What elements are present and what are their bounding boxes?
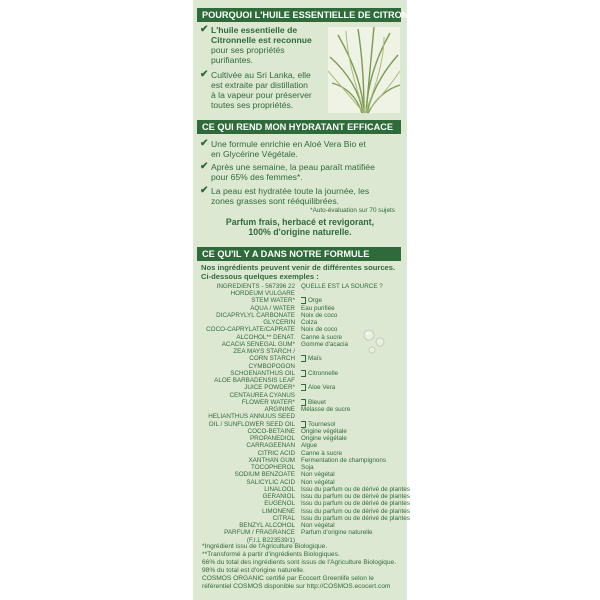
- ingredient-source-text: Origine végétale: [301, 427, 347, 435]
- ingredient-source: [301, 312, 337, 319]
- ingredient-source: [301, 508, 410, 515]
- ingredient-name: OIL / SUNFLOWER SEED OIL: [208, 420, 295, 428]
- check-icon: ✔: [200, 161, 209, 172]
- ingredient-name: BENZYL ALCOHOL: [239, 522, 295, 529]
- ingredient-name: SODIUM BENZOATE: [234, 471, 295, 479]
- ingredient-name: GLYCERIN: [263, 319, 295, 326]
- ingredient-name: CENTAUREA CYANUS: [229, 391, 295, 399]
- ingredient-source-text: Non végétal: [301, 522, 335, 529]
- section-heading-formule: CE QU'IL Y A DANS NOTRE FORMULE: [197, 247, 401, 261]
- ingredient-source-text: Issu du parfum ou de dérivé de plantes: [301, 507, 410, 515]
- ingredient-name: CITRAL: [272, 514, 295, 522]
- ingredient-name: HELIANTHUS ANNUUS SEED: [208, 413, 295, 421]
- ingredient-source-text: Canne à sucre: [301, 333, 342, 341]
- bullet-peau-hydratee: ✔ La peau est hydratée toute la journée, les zones grasses sont rééquilibrées.: [200, 185, 370, 206]
- bracket-icon: [301, 384, 306, 391]
- bracket-icon: [301, 421, 306, 428]
- water-drops-icon: [361, 326, 387, 356]
- ingredient-name: PARFUM / FRAGRANCE: [224, 529, 295, 537]
- bracket-icon: [301, 297, 306, 304]
- ingredient-name: (F.I.L B223539/1): [246, 536, 295, 544]
- ingredient-source: [301, 457, 386, 464]
- section-heading-citronnelle: POURQUOI L'HUILE ESSENTIELLE DE CITRONNELLE: [197, 8, 401, 22]
- ingredient-name: COCO-BETAINE: [247, 427, 295, 435]
- ingredient-name: AQUA / WATER: [250, 304, 295, 312]
- ingredient-source: [301, 486, 410, 493]
- ingredient-name: CORN STARCH: [249, 355, 295, 363]
- ingredient-source: [301, 399, 326, 406]
- bullet-peau-matifiee: ✔ Après une semaine, la peau paraît matifiée pour 65% des femmes*.: [200, 161, 375, 182]
- ingredient-source: [301, 464, 314, 471]
- bullet-citronnelle-purifiante: ✔ L'huile essentielle de Citronnelle est reconnue pour ses propriétés purifiantes.: [200, 24, 312, 65]
- ingredient-source-text: Noix de coco: [301, 311, 338, 319]
- ingredient-name: SALICYLIC ACID: [246, 478, 295, 486]
- lemongrass-photo: [328, 27, 400, 113]
- check-icon: ✔: [200, 138, 209, 149]
- ingredient-source: [301, 334, 342, 341]
- ingredient-name: CITRIC ACID: [257, 449, 295, 457]
- ingredient-source-text: Aloe Vera: [308, 384, 336, 392]
- ingredient-name: JUICE POWDER*: [244, 384, 295, 392]
- ingredient-source-text: Issu du parfum ou de dérivé de plantes: [301, 493, 410, 500]
- ingredient-source: [301, 435, 347, 442]
- ingredient-source-text: Issu du parfum ou de dérivé de plantes: [301, 514, 410, 522]
- ingredient-source-text: Orge: [308, 297, 322, 305]
- ingredient-source: [301, 305, 335, 312]
- ingredient-source-text: Parfum d'origine naturelle: [301, 529, 373, 537]
- ingredient-name: ALOE BARBADENSIS LEAF: [214, 377, 295, 384]
- ingredient-source: [301, 297, 322, 304]
- ingredient-name: CARRAGEENAN: [246, 442, 295, 450]
- ingredient-source: [301, 500, 410, 507]
- ingredient-source-text: Issu du parfum ou de dérivé de plantes: [301, 485, 410, 493]
- ingredient-source-text: Tournesol: [308, 420, 336, 428]
- auto-evaluation-footnote: *Auto-évaluation sur 70 sujets: [310, 207, 395, 214]
- ingredient-source: [301, 406, 350, 413]
- check-icon: ✔: [200, 69, 209, 80]
- ingredient-source-text: Gomme d'acacia: [301, 340, 349, 348]
- ingredient-source: [301, 370, 338, 377]
- ingredient-source-text: Canne à sucre: [301, 449, 342, 457]
- ingredient-source: [301, 515, 410, 522]
- ingredient-source-text: Non végétal: [301, 478, 335, 486]
- ingredient-source-text: Soja: [301, 464, 314, 471]
- ingredient-source: [301, 326, 337, 333]
- ingredient-source: [301, 479, 335, 486]
- ingredient-name: ARGININE: [264, 406, 295, 413]
- ingredient-name: PROPANEDIOL: [249, 435, 295, 442]
- product-label-panel: POURQUOI L'HUILE ESSENTIELLE DE CITRONNELLE ✔ L'huile essentielle de Citronnelle est reconnue pour ses propriétés purifiantes. ✔ Cultivée au Sri Lanka, elle est extraite par distillation à la vapeur pour préserver toutes ses propriétés. CE QUI REND MON HYDRATANT EFFICACE ✔ Une formule enrichie en Aloé Vera Bio et en Glycérine Végétale. ✔ Après une semaine, la peau paraît matifiée pour 65% des femmes*. ✔ La peau est hydratée toute la journée, les zones grasses sont rééquilibrées. *Auto-évaluation sur 70 sujets Parfum frais, herbacé et revigorant, 100% d'origine naturelle. CE QU'IL Y A DANS NOTRE FORMULE Nos ingrédients peuvent venir de différentes sources. Ci-dessous quelques exemples : INGREDIENTS - 567396 22 QUELLE EST LA SOURCE ? HORDEUM VULGARE STEM WATER* Orge AQUA / WATER Eau purifiée DICAPRYLYL CARBONATE Noix de coco GLYCERIN Colza COCO-CAPRYLATE/CAPRATE Noix de coco ALCOHOL** DENAT. Canne à sucre ACACIA SENEGAL GUM* Gomme d'acacia ZEA MAYS STARCH / CORN STARCH Maïs CYMBOPOGON SCHOENANTHUS OIL Citronnelle ALOE BARBADENSIS LEAF JUICE POWDER* Aloe Vera CENTAUREA CYANUS FLOWER WATER* Bleuet ARGININE Mélasse de sucre HELIANTHUS ANNUUS SEED OIL / SUNFLOWER SEED OIL Tournesol COCO-BETAINE Origine végétale PROPANEDIOL Origine végétale CARRAGEENAN Algue CITRIC ACID Canne à sucre XANTHAN GUM Fermentation de champignons TOCOPHEROL Soja SODIUM BENZOATE Non végétal SALICYLIC ACID Non végétal LINALOOL Issu du parfum ou de dérivé de plantes GERANIOL Issu du parfum ou de dérivé de plantes EUGENOL Issu du parfum ou de dérivé de plantes LIMONENE Issu du parfum ou de dérivé de plantes CITRAL Issu du parfum ou de dérivé de plantes BENZYL ALCOHOL Non végétal PARFUM / FRAGRANCE Parfum d'origine naturelle (F.I.L B223539/1) *Ingrédient issu de l'Agriculture Biologique. **Transformé à partir d'ingrédients Biologiques. 66% du total des ingrédients sont issus de l'Agriculture Biologique. 98% du total est d'origine naturelle. COSMOS ORGANIC certifié par Ecocert Greenlife selon le référentiel COSMOS disponible sur http://COSMOS.ecocert.com: [193, 0, 407, 600]
- ingredient-source-text: Issu du parfum ou de dérivé de plantes: [301, 500, 410, 508]
- ingredient-name: HORDEUM VULGARE: [230, 290, 295, 297]
- ingredient-source: [301, 529, 373, 536]
- ingredient-source-text: Eau purifiée: [301, 304, 335, 312]
- ingredient-source-text: Non végétal: [301, 471, 335, 479]
- ingredient-name: XANTHAN GUM: [248, 456, 295, 464]
- ingredient-source: [301, 421, 335, 428]
- ingredient-source-text: Algue: [301, 442, 318, 450]
- parfum-claim: Parfum frais, herbacé et revigorant, 100% d'origine naturelle.: [225, 217, 375, 237]
- ingredient-source-text: Noix de coco: [301, 326, 338, 334]
- ingredient-name: SCHOENANTHUS OIL: [230, 369, 295, 377]
- ingredient-name: COCO-CAPRYLATE/CAPRATE: [206, 326, 295, 334]
- ingredient-source: [301, 471, 335, 478]
- ingredient-name: STEM WATER*: [251, 297, 295, 305]
- ingredient-source: [301, 522, 335, 529]
- ingredient-name: CYMBOPOGON: [248, 362, 295, 370]
- ingredient-name: TOCOPHEROL: [251, 464, 295, 471]
- ingredient-name: ACACIA SENEGAL GUM*: [221, 340, 295, 348]
- ingredient-source-text: Fermentation de champignons: [301, 456, 387, 464]
- ingredient-name: DICAPRYLYL CARBONATE: [216, 311, 295, 319]
- ingredient-name: LINALOOL: [264, 485, 295, 493]
- label-footer: *Ingrédient issu de l'Agriculture Biologique. **Transformé à partir d'ingrédients Biologiques. 66% du total des ingrédients sont issus de l'Agriculture Biologique. 98% du total est d'origine naturelle. COSMOS ORGANIC certifié par Ecocert Greenlife selon le référentiel COSMOS disponible sur http://COSMOS.ecocert.com: [202, 543, 397, 590]
- ingredient-name: ALCOHOL** DENAT.: [236, 333, 295, 341]
- ingredient-name: ZEA MAYS STARCH /: [233, 348, 295, 355]
- ingredient-source: [301, 384, 335, 391]
- ingredient-source: [301, 442, 317, 449]
- check-icon: ✔: [200, 185, 209, 196]
- ingredient-source-text: Origine végétale: [301, 435, 347, 442]
- ingredient-source-text: Bleuet: [308, 398, 326, 406]
- bracket-icon: [301, 370, 306, 377]
- ingredient-name: EUGENOL: [264, 500, 295, 508]
- ingredient-name: GERANIOL: [262, 493, 295, 500]
- ingredient-name: LIMONENE: [262, 507, 295, 515]
- ingredient-source-text: Maïs: [308, 355, 322, 363]
- ingredient-source-text: Colza: [301, 319, 318, 326]
- ingredient-source-text: Mélasse de sucre: [301, 406, 351, 413]
- ingredients-intro: Nos ingrédients peuvent venir de différentes sources. Ci-dessous quelques exemples :: [201, 263, 396, 281]
- check-icon: ✔: [200, 24, 209, 35]
- ingredient-source-text: Citronnelle: [308, 369, 339, 377]
- ingredient-source: [301, 341, 348, 348]
- bracket-icon: [301, 355, 306, 362]
- ingredient-source: [301, 428, 347, 435]
- ingredient-source: [301, 355, 322, 362]
- bracket-icon: [301, 399, 306, 406]
- ingredient-source: [301, 493, 410, 500]
- ingredient-name: FLOWER WATER*: [241, 398, 295, 406]
- ingredient-source: [301, 319, 317, 326]
- bullet-sri-lanka: ✔ Cultivée au Sri Lanka, elle est extraite par distillation à la vapeur pour préserver toutes ses propriétés.: [200, 69, 312, 110]
- section-heading-efficacite: CE QUI REND MON HYDRATANT EFFICACE: [197, 120, 401, 134]
- bullet-formule-enrichie: ✔ Une formule enrichie en Aloé Vera Bio et en Glycérine Végétale.: [200, 138, 366, 159]
- ingredient-source: [301, 450, 342, 457]
